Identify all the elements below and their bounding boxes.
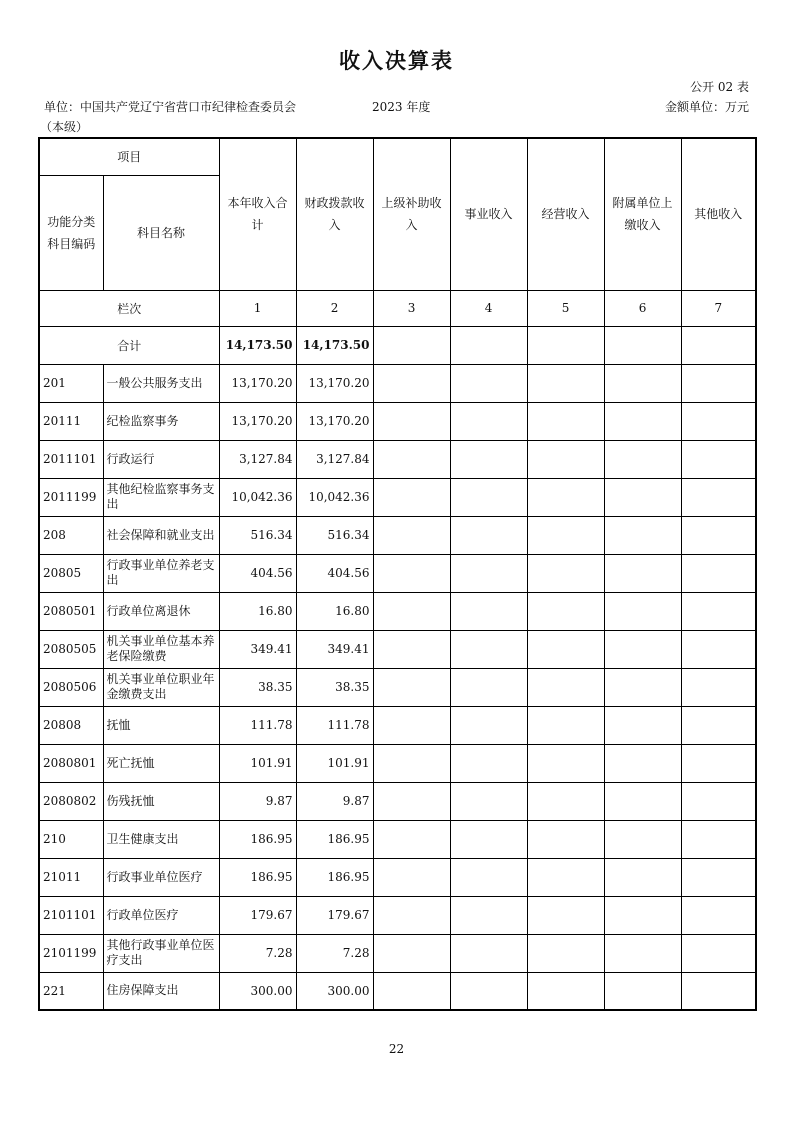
row-col2: 7.28 (296, 934, 373, 972)
row-col1: 516.34 (219, 516, 296, 554)
row-col7 (681, 364, 756, 402)
row-col3 (373, 592, 450, 630)
row-col2: 13,170.20 (296, 364, 373, 402)
col-num-4: 4 (450, 290, 527, 326)
table-row (39, 592, 756, 630)
row-col5 (527, 516, 604, 554)
row-col6 (604, 478, 681, 516)
row-col3 (373, 782, 450, 820)
row-name: 行政单位离退休 (103, 592, 219, 630)
col-num-6: 6 (604, 290, 681, 326)
row-col7 (681, 402, 756, 440)
row-col5 (527, 364, 604, 402)
form-code: 公开 02 表 (690, 80, 749, 94)
total-col6 (604, 326, 681, 364)
row-col3 (373, 440, 450, 478)
row-code: 2080505 (39, 630, 103, 668)
table-row (39, 782, 756, 820)
row-col2: 9.87 (296, 782, 373, 820)
row-col1: 186.95 (219, 858, 296, 896)
row-code: 2080506 (39, 668, 103, 706)
row-name: 伤残抚恤 (103, 782, 219, 820)
table-row (39, 744, 756, 782)
total-col7 (681, 326, 756, 364)
row-col3 (373, 478, 450, 516)
row-col6 (604, 630, 681, 668)
row-col6 (604, 782, 681, 820)
table-row (39, 402, 756, 440)
row-name: 行政事业单位医疗 (103, 858, 219, 896)
row-name: 抚恤 (103, 706, 219, 744)
row-col7 (681, 668, 756, 706)
row-name: 纪检监察事务 (103, 402, 219, 440)
header-name: 科目名称 (103, 175, 219, 290)
row-col5 (527, 402, 604, 440)
header-item: 项目 (39, 138, 219, 175)
col-num-1: 1 (219, 290, 296, 326)
row-code: 210 (39, 820, 103, 858)
total-col2: 14,173.50 (296, 326, 373, 364)
table-row (39, 858, 756, 896)
row-col1: 7.28 (219, 934, 296, 972)
row-col5 (527, 820, 604, 858)
header-col3: 上级补助收入 (373, 138, 450, 290)
header-col7: 其他收入 (681, 138, 756, 290)
row-col7 (681, 782, 756, 820)
row-name: 其他纪检监察事务支出 (103, 478, 219, 516)
row-col4 (450, 554, 527, 592)
row-col5 (527, 934, 604, 972)
total-label: 合计 (39, 326, 219, 364)
row-col6 (604, 516, 681, 554)
row-col5 (527, 630, 604, 668)
col-num-3: 3 (373, 290, 450, 326)
row-col2: 16.80 (296, 592, 373, 630)
row-code: 208 (39, 516, 103, 554)
row-col1: 404.56 (219, 554, 296, 592)
table-row (39, 440, 756, 478)
row-col6 (604, 858, 681, 896)
header-lanci: 栏次 (39, 290, 219, 326)
row-code: 2080801 (39, 744, 103, 782)
table-row (39, 554, 756, 592)
total-col3 (373, 326, 450, 364)
row-col1: 300.00 (219, 972, 296, 1010)
row-col7 (681, 516, 756, 554)
row-col5 (527, 782, 604, 820)
row-col4 (450, 592, 527, 630)
col-num-2: 2 (296, 290, 373, 326)
row-col5 (527, 440, 604, 478)
header-col5: 经营收入 (527, 138, 604, 290)
row-name: 社会保障和就业支出 (103, 516, 219, 554)
header-code: 功能分类科目编码 (39, 175, 103, 290)
fiscal-year: 2023 年度 (372, 100, 431, 114)
row-col2: 186.95 (296, 820, 373, 858)
row-col3 (373, 630, 450, 668)
row-col4 (450, 820, 527, 858)
row-col4 (450, 782, 527, 820)
row-col6 (604, 934, 681, 972)
row-col3 (373, 402, 450, 440)
row-col4 (450, 440, 527, 478)
row-name: 机关事业单位职业年金缴费支出 (103, 668, 219, 706)
row-col2: 10,042.36 (296, 478, 373, 516)
page-title: 收入决算表 (339, 49, 454, 73)
row-code: 2011101 (39, 440, 103, 478)
col-num-5: 5 (527, 290, 604, 326)
row-col1: 9.87 (219, 782, 296, 820)
row-code: 20805 (39, 554, 103, 592)
total-col5 (527, 326, 604, 364)
row-code: 2101199 (39, 934, 103, 972)
row-col2: 349.41 (296, 630, 373, 668)
header-col6: 附属单位上缴收入 (604, 138, 681, 290)
row-col5 (527, 744, 604, 782)
row-code: 20808 (39, 706, 103, 744)
row-col7 (681, 820, 756, 858)
row-col1: 179.67 (219, 896, 296, 934)
header-col1: 本年收入合计 (219, 138, 296, 290)
table-row (39, 630, 756, 668)
header-col2: 财政拨款收入 (296, 138, 373, 290)
row-col1: 3,127.84 (219, 440, 296, 478)
row-col4 (450, 516, 527, 554)
row-col1: 13,170.20 (219, 364, 296, 402)
row-name: 卫生健康支出 (103, 820, 219, 858)
row-col7 (681, 744, 756, 782)
row-col5 (527, 858, 604, 896)
row-name: 机关事业单位基本养老保险缴费 (103, 630, 219, 668)
row-col3 (373, 364, 450, 402)
scope-label: （本级） (40, 120, 89, 134)
row-col2: 38.35 (296, 668, 373, 706)
row-name: 行政事业单位养老支出 (103, 554, 219, 592)
row-code: 221 (39, 972, 103, 1010)
row-col6 (604, 554, 681, 592)
row-code: 2080802 (39, 782, 103, 820)
table-row (39, 668, 756, 706)
row-code: 2101101 (39, 896, 103, 934)
row-col6 (604, 402, 681, 440)
row-col4 (450, 402, 527, 440)
row-col5 (527, 972, 604, 1010)
row-code: 2011199 (39, 478, 103, 516)
row-col3 (373, 858, 450, 896)
row-col2: 3,127.84 (296, 440, 373, 478)
table-row (39, 706, 756, 744)
row-name: 其他行政事业单位医疗支出 (103, 934, 219, 972)
row-col1: 38.35 (219, 668, 296, 706)
row-col2: 101.91 (296, 744, 373, 782)
table-row (39, 364, 756, 402)
row-col1: 111.78 (219, 706, 296, 744)
table-row (39, 478, 756, 516)
row-col3 (373, 516, 450, 554)
row-col6 (604, 972, 681, 1010)
row-col4 (450, 364, 527, 402)
row-name: 住房保障支出 (103, 972, 219, 1010)
table-row (39, 972, 756, 1010)
row-col4 (450, 934, 527, 972)
row-col2: 111.78 (296, 706, 373, 744)
row-col7 (681, 896, 756, 934)
row-name: 一般公共服务支出 (103, 364, 219, 402)
row-col7 (681, 554, 756, 592)
row-col6 (604, 744, 681, 782)
row-name: 行政单位医疗 (103, 896, 219, 934)
row-col6 (604, 668, 681, 706)
row-col3 (373, 706, 450, 744)
row-col1: 16.80 (219, 592, 296, 630)
row-col4 (450, 668, 527, 706)
table-row (39, 820, 756, 858)
amount-unit: 金额单位：万元 (664, 100, 749, 114)
row-name: 死亡抚恤 (103, 744, 219, 782)
row-code: 20111 (39, 402, 103, 440)
table-row (39, 516, 756, 554)
row-col4 (450, 630, 527, 668)
row-col1: 10,042.36 (219, 478, 296, 516)
row-col5 (527, 554, 604, 592)
row-code: 2080501 (39, 592, 103, 630)
row-col3 (373, 934, 450, 972)
row-col3 (373, 744, 450, 782)
table-row (39, 934, 756, 972)
row-col7 (681, 478, 756, 516)
row-col1: 349.41 (219, 630, 296, 668)
header-col4: 事业收入 (450, 138, 527, 290)
col-num-7: 7 (681, 290, 756, 326)
row-col7 (681, 592, 756, 630)
page-number: 22 (388, 1042, 405, 1056)
total-col1: 14,173.50 (219, 326, 296, 364)
row-col7 (681, 934, 756, 972)
row-col3 (373, 554, 450, 592)
row-col5 (527, 592, 604, 630)
row-col4 (450, 896, 527, 934)
row-code: 21011 (39, 858, 103, 896)
row-col3 (373, 820, 450, 858)
row-col4 (450, 744, 527, 782)
row-col3 (373, 668, 450, 706)
row-col5 (527, 896, 604, 934)
row-col1: 101.91 (219, 744, 296, 782)
row-col7 (681, 972, 756, 1010)
row-col2: 13,170.20 (296, 402, 373, 440)
row-col2: 186.95 (296, 858, 373, 896)
row-col6 (604, 820, 681, 858)
row-col4 (450, 858, 527, 896)
row-col3 (373, 972, 450, 1010)
row-col7 (681, 440, 756, 478)
row-col1: 13,170.20 (219, 402, 296, 440)
income-table (38, 137, 757, 1011)
row-col4 (450, 706, 527, 744)
row-col6 (604, 706, 681, 744)
row-col2: 300.00 (296, 972, 373, 1010)
row-col3 (373, 896, 450, 934)
row-col2: 516.34 (296, 516, 373, 554)
total-col4 (450, 326, 527, 364)
reporting-unit: 单位：中国共产党辽宁省营口市纪律检查委员会 (44, 100, 297, 114)
row-col5 (527, 706, 604, 744)
row-col2: 404.56 (296, 554, 373, 592)
row-col6 (604, 440, 681, 478)
row-col6 (604, 592, 681, 630)
row-col6 (604, 896, 681, 934)
row-code: 201 (39, 364, 103, 402)
row-col7 (681, 630, 756, 668)
row-col5 (527, 668, 604, 706)
row-col5 (527, 478, 604, 516)
row-col4 (450, 972, 527, 1010)
row-col6 (604, 364, 681, 402)
table-row (39, 896, 756, 934)
row-col7 (681, 858, 756, 896)
row-col4 (450, 478, 527, 516)
row-col1: 186.95 (219, 820, 296, 858)
row-col2: 179.67 (296, 896, 373, 934)
row-name: 行政运行 (103, 440, 219, 478)
row-col7 (681, 706, 756, 744)
